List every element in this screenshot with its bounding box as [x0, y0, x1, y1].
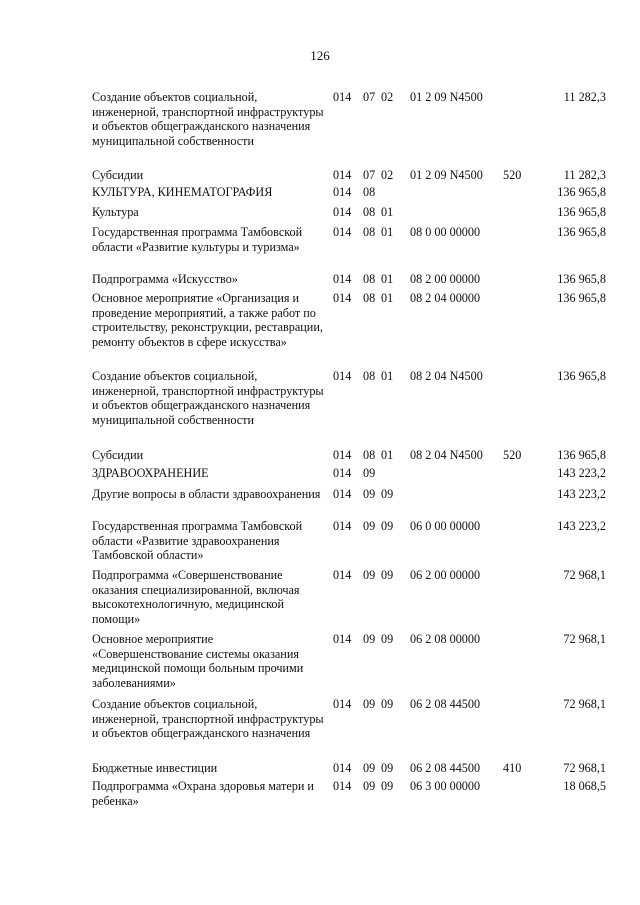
row-csr: 06 2 08 44500: [410, 761, 481, 775]
row-csr: 08 2 04 N4500: [410, 369, 483, 383]
row-amount: 136 965,8: [557, 205, 606, 219]
row-ved: 014: [333, 291, 352, 305]
row-name: Субсидии: [92, 448, 144, 462]
row-name: ЗДРАВООХРАНЕНИЕ: [92, 466, 209, 480]
row-pr: 09: [381, 697, 394, 711]
row-pr: 02: [381, 90, 394, 104]
row-rz: 09: [363, 632, 376, 646]
row-csr: 08 2 04 N4500: [410, 448, 483, 462]
row-pr: 01: [381, 369, 394, 383]
row-ved: 014: [333, 225, 352, 239]
row-rz: 08: [363, 225, 376, 239]
row-rz: 09: [363, 779, 376, 793]
row-rz: 09: [363, 568, 376, 582]
row-name: Основное мероприятие «Организация и проведение мероприятий, а также работ по строительству, реконструкции, реставрации, ремонту объектов в сфере искусства»: [92, 291, 323, 349]
row-pr: 01: [381, 448, 394, 462]
row-name: Государственная программа Тамбовской области «Развитие здравоохранения Тамбовской области»: [92, 519, 303, 562]
row-pr: 02: [381, 168, 394, 182]
row-amount: 72 968,1: [563, 697, 606, 711]
row-name: КУЛЬТУРА, КИНЕМАТОГРАФИЯ: [92, 185, 273, 199]
row-name: Государственная программа Тамбовской области «Развитие культуры и туризма»: [92, 225, 303, 254]
row-vr: 520: [503, 448, 522, 462]
row-pr: 09: [381, 519, 394, 533]
row-rz: 08: [363, 369, 376, 383]
row-amount: 136 965,8: [557, 272, 606, 286]
row-rz: 07: [363, 168, 376, 182]
row-pr: 09: [381, 487, 394, 501]
row-csr: 06 3 00 00000: [410, 779, 481, 793]
row-ved: 014: [333, 779, 352, 793]
row-csr: 08 2 00 00000: [410, 272, 481, 286]
row-amount: 136 965,8: [557, 448, 606, 462]
row-amount: 143 223,2: [557, 466, 606, 480]
row-rz: 08: [363, 272, 376, 286]
row-vr: 520: [503, 168, 522, 182]
row-rz: 07: [363, 90, 376, 104]
row-vr: 410: [503, 761, 522, 775]
row-rz: 09: [363, 519, 376, 533]
row-name: Бюджетные инвестиции: [92, 761, 218, 775]
row-ved: 014: [333, 487, 352, 501]
row-name: Субсидии: [92, 168, 144, 182]
row-rz: 08: [363, 185, 376, 199]
row-pr: 09: [381, 761, 394, 775]
row-pr: 01: [381, 272, 394, 286]
row-ved: 014: [333, 185, 352, 199]
row-name: Другие вопросы в области здравоохранения: [92, 487, 321, 501]
row-name: Основное мероприятие «Совершенствование системы оказания медицинской помощи больным прочими заболеваниями»: [92, 632, 304, 690]
row-ved: 014: [333, 466, 352, 480]
row-ved: 014: [333, 369, 352, 383]
row-ved: 014: [333, 205, 352, 219]
row-name: Подпрограмма «Совершенствование оказания специализированной, включая высокотехнологичную, медицинской помощи»: [92, 568, 300, 626]
row-ved: 014: [333, 448, 352, 462]
row-rz: 09: [363, 466, 376, 480]
row-ved: 014: [333, 761, 352, 775]
row-pr: 09: [381, 568, 394, 582]
row-csr: 01 2 09 N4500: [410, 90, 483, 104]
row-pr: 09: [381, 779, 394, 793]
row-name: Подпрограмма «Охрана здоровья матери и ребенка»: [92, 779, 314, 808]
row-name: Создание объектов социальной, инженерной, транспортной инфраструктуры и объектов общегражданского назначения муниципальной собственности: [92, 90, 324, 148]
row-amount: 72 968,1: [563, 568, 606, 582]
row-name: Подпрограмма «Искусство»: [92, 272, 238, 286]
row-csr: 06 2 08 00000: [410, 632, 481, 646]
row-pr: 01: [381, 225, 394, 239]
row-name: Создание объектов социальной, инженерной, транспортной инфраструктуры и объектов общегражданского назначения: [92, 697, 324, 740]
row-amount: 18 068,5: [563, 779, 606, 793]
row-name: Культура: [92, 205, 139, 219]
row-amount: 136 965,8: [557, 369, 606, 383]
row-ved: 014: [333, 697, 352, 711]
row-amount: 72 968,1: [563, 632, 606, 646]
row-csr: 06 2 08 44500: [410, 697, 481, 711]
row-amount: 143 223,2: [557, 487, 606, 501]
row-rz: 09: [363, 697, 376, 711]
row-amount: 72 968,1: [563, 761, 606, 775]
row-ved: 014: [333, 168, 352, 182]
row-amount: 143 223,2: [557, 519, 606, 533]
row-rz: 08: [363, 205, 376, 219]
row-amount: 136 965,8: [557, 185, 606, 199]
row-amount: 136 965,8: [557, 225, 606, 239]
row-csr: 06 0 00 00000: [410, 519, 481, 533]
row-rz: 08: [363, 291, 376, 305]
row-ved: 014: [333, 519, 352, 533]
row-rz: 09: [363, 761, 376, 775]
row-amount: 11 282,3: [563, 168, 606, 182]
row-csr: 08 2 04 00000: [410, 291, 481, 305]
row-csr: 06 2 00 00000: [410, 568, 481, 582]
row-csr: 01 2 09 N4500: [410, 168, 483, 182]
row-amount: 136 965,8: [557, 291, 606, 305]
row-name: Создание объектов социальной, инженерной, транспортной инфраструктуры и объектов общегражданского назначения муниципальной собственности: [92, 369, 324, 427]
row-rz: 09: [363, 487, 376, 501]
row-pr: 09: [381, 632, 394, 646]
row-amount: 11 282,3: [563, 90, 606, 104]
row-ved: 014: [333, 632, 352, 646]
row-pr: 01: [381, 291, 394, 305]
row-pr: 01: [381, 205, 394, 219]
row-ved: 014: [333, 272, 352, 286]
row-csr: 08 0 00 00000: [410, 225, 481, 239]
page-number: 126: [310, 48, 330, 63]
row-rz: 08: [363, 448, 376, 462]
row-ved: 014: [333, 90, 352, 104]
row-ved: 014: [333, 568, 352, 582]
